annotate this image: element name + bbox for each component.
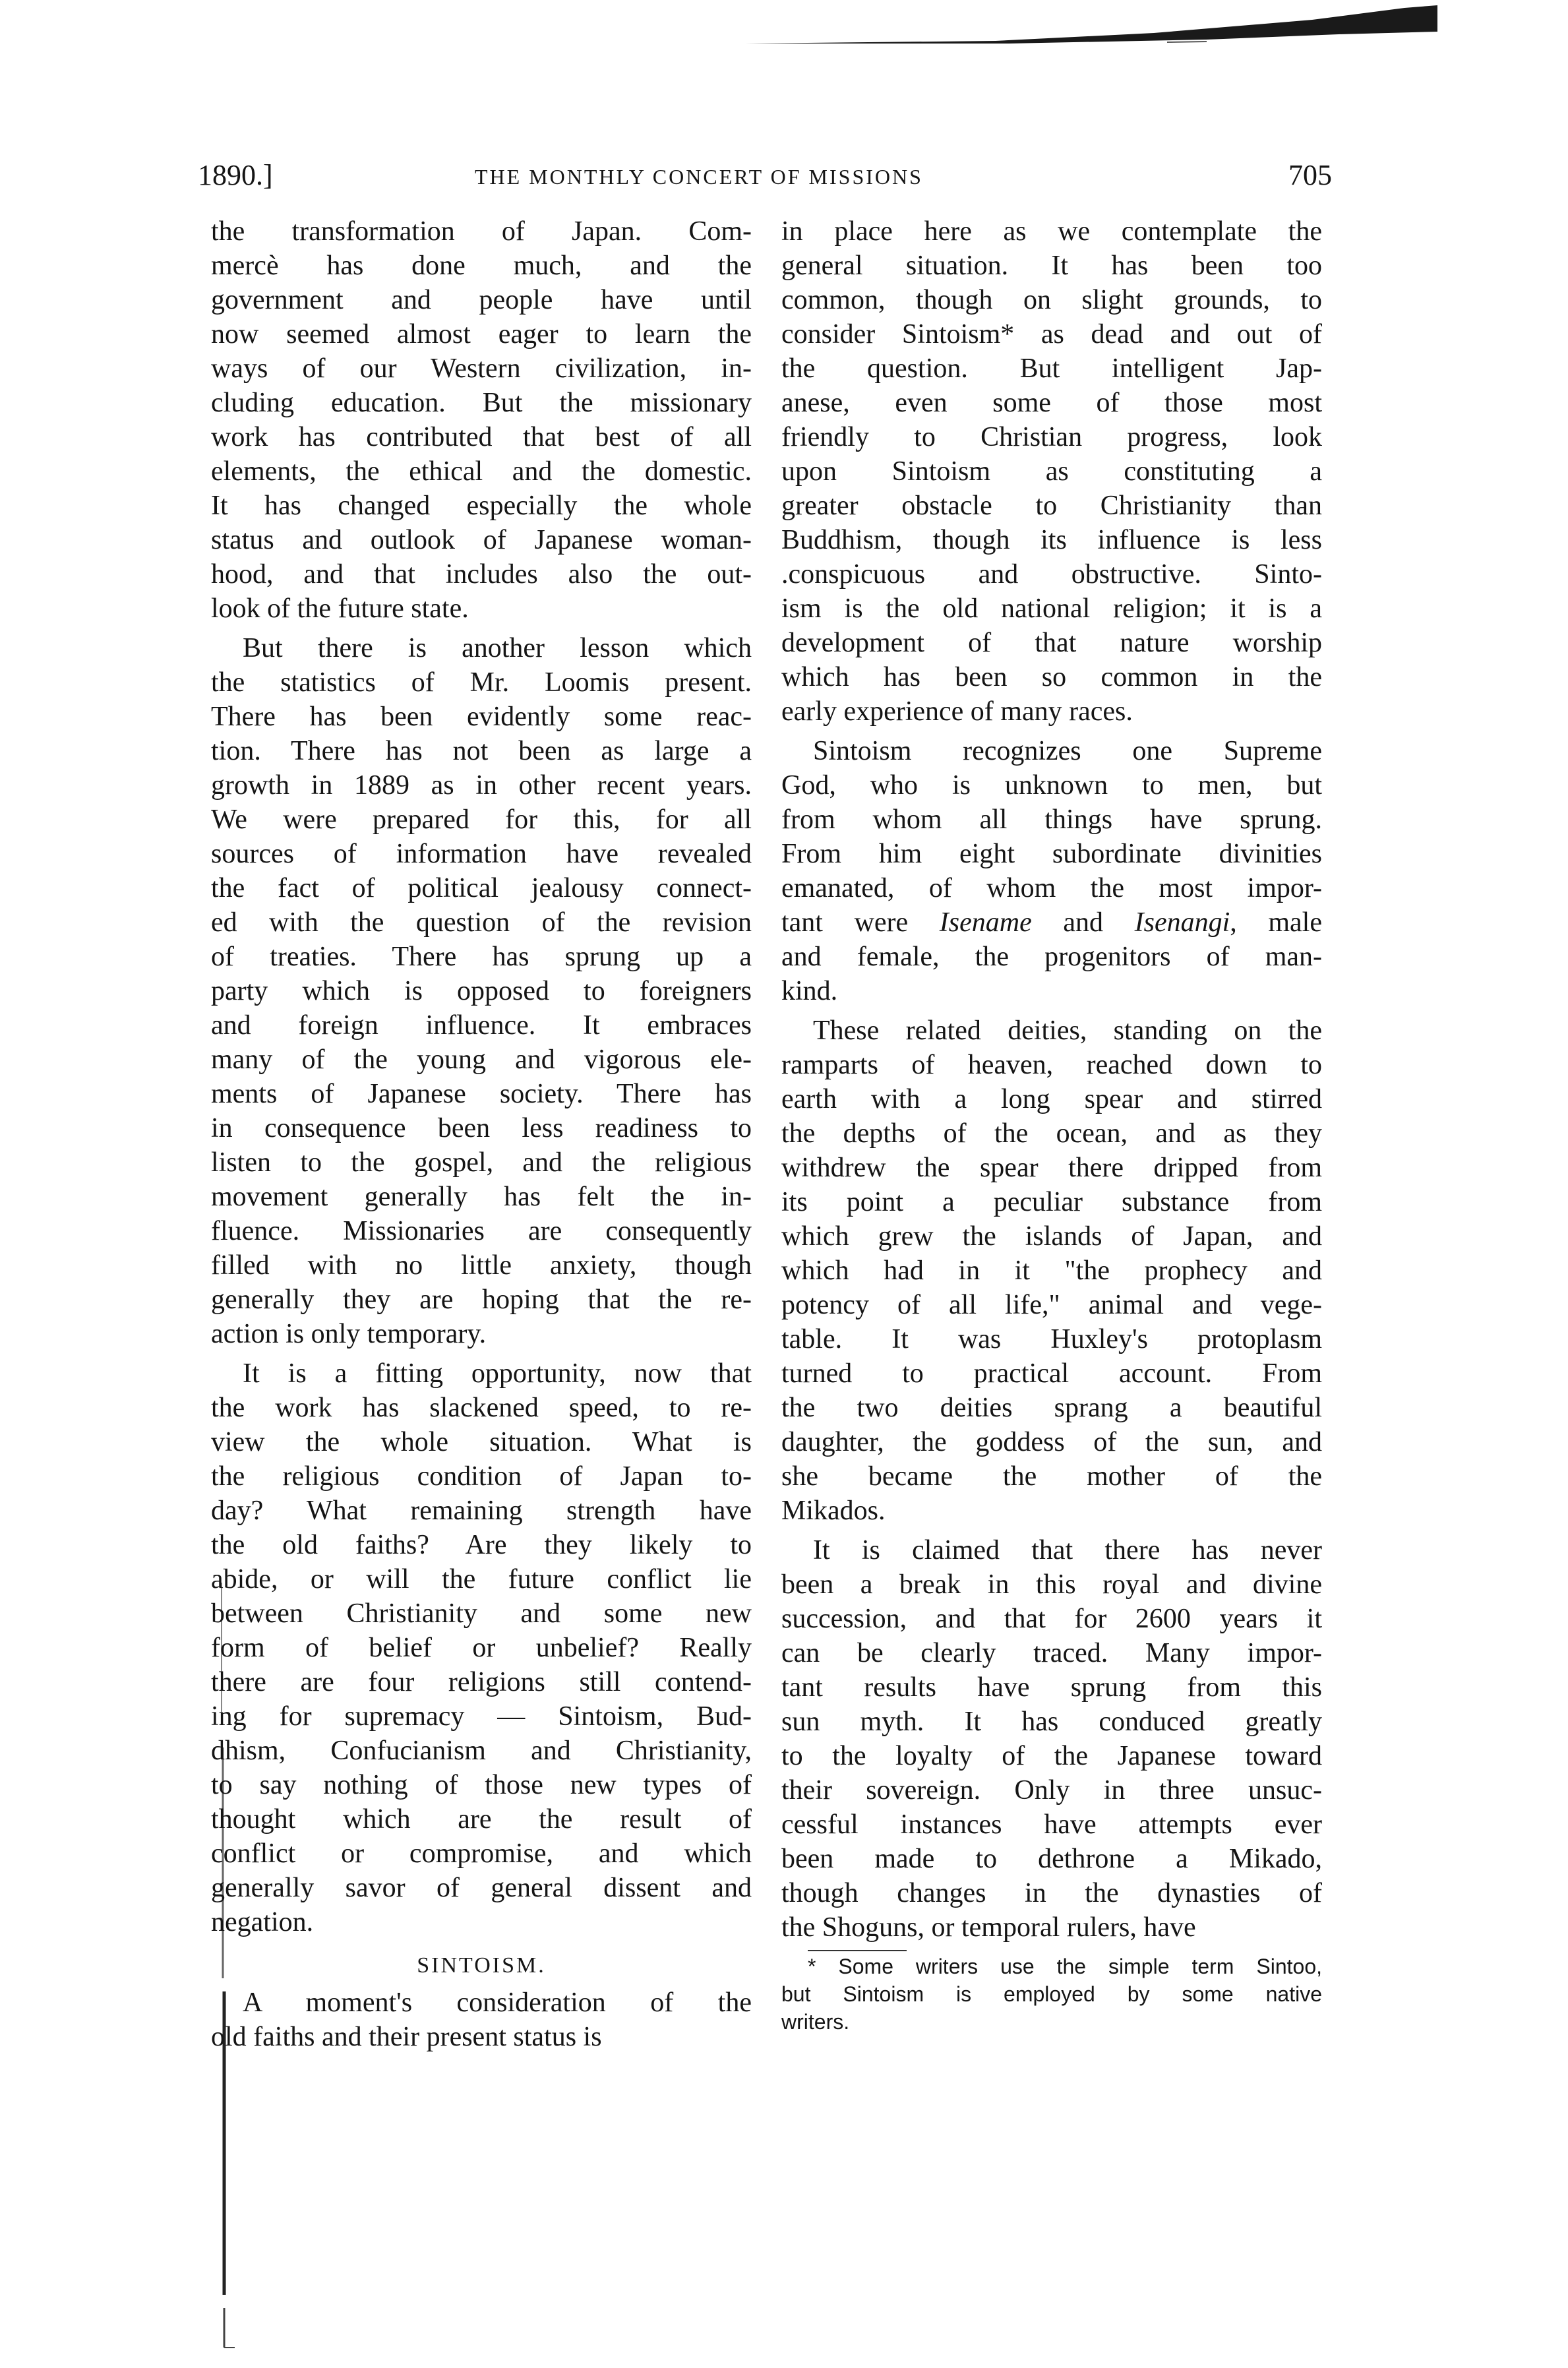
text-line: form of belief or unbelief? Really	[211, 1633, 752, 1663]
text-line: in consequence been less readiness to	[211, 1113, 752, 1143]
text-line: from whom all things have sprung.	[781, 805, 1322, 835]
text-line: which grew the islands of Japan, and	[781, 1221, 1322, 1252]
scan-artifact-top	[745, 0, 1437, 46]
header-title: THE MONTHLY CONCERT OF MISSIONS	[475, 165, 923, 189]
text-line: and female, the progenitors of man-	[781, 942, 1322, 972]
text-line: there are four religions still contend-	[211, 1667, 752, 1697]
text-line: she became the mother of the	[781, 1461, 1322, 1492]
text-line: mercè has done much, and the	[211, 251, 752, 281]
text-line: movement generally has felt the in-	[211, 1182, 752, 1212]
text-line: turned to practical account. From	[781, 1358, 1322, 1389]
text-line: A moment's consideration of the	[243, 1988, 752, 2018]
text-line: early experience of many races.	[781, 696, 1133, 727]
text-line: the Shoguns, or temporal rulers, have	[781, 1912, 1196, 1943]
paragraph	[211, 631, 752, 1351]
text-line: the question. But intelligent Jap-	[781, 353, 1322, 384]
paragraph	[211, 214, 752, 626]
text-line: ments of Japanese society. There has	[211, 1079, 752, 1109]
text-line: cessful instances have attempts ever	[781, 1809, 1322, 1840]
text-line: fluence. Missionaries are consequently	[211, 1216, 752, 1246]
text-line: between Christianity and some new	[211, 1598, 752, 1629]
text-line: negation.	[211, 1907, 314, 1937]
footnote	[781, 1953, 1322, 2036]
text-line: now seemed almost eager to learn the	[211, 319, 752, 349]
text-line: common, though on slight grounds, to	[781, 285, 1322, 315]
text-line: tant were Isename and Isenangi, male	[781, 907, 1322, 938]
text-line: From him eight subordinate divinities	[781, 839, 1322, 869]
text-line: We were prepared for this, for all	[211, 805, 752, 835]
text-line: anese, even some of those most	[781, 388, 1322, 418]
footnote-line: but Sintoism is employed by some native	[781, 1982, 1322, 2006]
text-line: generally savor of general dissent and	[211, 1873, 752, 1903]
text-line: of treaties. There has sprung up a	[211, 942, 752, 972]
text-line: can be clearly traced. Many impor-	[781, 1638, 1322, 1668]
running-header	[198, 158, 1332, 198]
text-line: ed with the question of the revision	[211, 907, 752, 938]
text-line: general situation. It has been too	[781, 251, 1322, 281]
text-line: table. It was Huxley's protoplasm	[781, 1324, 1322, 1354]
left-column	[211, 214, 752, 2059]
text-line: conflict or compromise, and which	[211, 1838, 752, 1869]
text-line: elements, the ethical and the domestic.	[211, 456, 752, 487]
right-column	[781, 214, 1322, 2036]
text-line: daughter, the goddess of the sun, and	[781, 1427, 1322, 1457]
text-line: ing for supremacy — Sintoism, Bud-	[211, 1701, 752, 1732]
text-line: action is only temporary.	[211, 1319, 487, 1349]
text-line: There has been evidently some reac-	[211, 702, 752, 732]
text-line: tant results have sprung from this	[781, 1672, 1322, 1703]
text-line: to the loyalty of the Japanese toward	[781, 1741, 1322, 1771]
text-line: withdrew the spear there dripped from	[781, 1153, 1322, 1183]
footnote-line: * Some writers use the simple term Sintoo,	[808, 1955, 1322, 1978]
text-line: development of that nature worship	[781, 628, 1322, 658]
text-line: These related deities, standing on the	[813, 1016, 1322, 1046]
text-line: though changes in the dynasties of	[781, 1878, 1322, 1908]
paragraph	[781, 1533, 1322, 1945]
text-line: friendly to Christian progress, look	[781, 422, 1322, 452]
header-year: 1890.]	[198, 159, 273, 191]
text-line: and foreign influence. It embraces	[211, 1010, 752, 1041]
text-line: to say nothing of those new types of	[211, 1770, 752, 1800]
text-line: thought which are the result of	[211, 1804, 752, 1835]
text-line: its point a peculiar substance from	[781, 1187, 1322, 1217]
text-line: hood, and that includes also the out-	[211, 559, 752, 590]
text-line: emanated, of whom the most impor-	[781, 873, 1322, 903]
text-line: government and people have until	[211, 285, 752, 315]
text-line: upon Sintoism as constituting a	[781, 456, 1322, 487]
text-line: sun myth. It has conduced greatly	[781, 1707, 1322, 1737]
text-line: growth in 1889 as in other recent years.	[211, 770, 752, 801]
text-line: many of the young and vigorous ele-	[211, 1045, 752, 1075]
text-line: Mikados.	[781, 1496, 886, 1526]
footnote-line: writers.	[781, 2010, 850, 2034]
text-line: abide, or will the future conflict lie	[211, 1564, 752, 1594]
text-line: look of the future state.	[211, 593, 469, 624]
section-heading: SINTOISM.	[417, 1953, 546, 1978]
text-line: Sintoism recognizes one Supreme	[813, 736, 1322, 766]
text-line: But there is another lesson which	[243, 633, 752, 663]
text-line: which has been so common in the	[781, 662, 1322, 692]
paragraph	[781, 214, 1322, 729]
text-line: potency of all life," animal and vege-	[781, 1290, 1322, 1320]
text-line: the statistics of Mr. Loomis present.	[211, 667, 752, 698]
text-line: dhism, Confucianism and Christianity,	[211, 1736, 752, 1766]
text-line: earth with a long spear and stirred	[781, 1084, 1322, 1114]
text-line: sources of information have revealed	[211, 839, 752, 869]
text-line: the religious condition of Japan to-	[211, 1461, 752, 1492]
text-line: consider Sintoism* as dead and out of	[781, 319, 1322, 349]
text-line: cluding education. But the missionary	[211, 388, 752, 418]
text-line: status and outlook of Japanese woman-	[211, 525, 752, 555]
binding-shadow	[0, 0, 237, 2368]
page-number: 705	[1288, 159, 1332, 191]
text-line: It is claimed that there has never	[813, 1535, 1322, 1565]
text-line: generally they are hoping that the re-	[211, 1285, 752, 1315]
text-line: work has contributed that best of all	[211, 422, 752, 452]
text-line: filled with no little anxiety, though	[211, 1250, 752, 1281]
text-line: the old faiths? Are they likely to	[211, 1530, 752, 1560]
text-line: the depths of the ocean, and as they	[781, 1118, 1322, 1149]
text-line: day? What remaining strength have	[211, 1496, 752, 1526]
text-line: greater obstacle to Christianity than	[781, 491, 1322, 521]
text-line: ism is the old national religion; it is a	[781, 593, 1322, 624]
text-line: the fact of political jealousy connect-	[211, 873, 752, 903]
text-line: the work has slackened speed, to re-	[211, 1393, 752, 1423]
text-line: their sovereign. Only in three unsuc-	[781, 1775, 1322, 1806]
text-line: party which is opposed to foreigners	[211, 976, 752, 1006]
text-line: succession, and that for 2600 years it	[781, 1604, 1322, 1634]
text-line: It is a fitting opportunity, now that	[243, 1358, 752, 1389]
text-line: been made to dethrone a Mikado,	[781, 1844, 1322, 1874]
text-line: kind.	[781, 976, 838, 1006]
text-line: It has changed especially the whole	[211, 491, 752, 521]
text-line: in place here as we contemplate the	[781, 216, 1322, 247]
text-line: .conspicuous and obstructive. Sinto-	[781, 559, 1322, 590]
paragraph	[211, 1986, 752, 2054]
paragraph	[781, 1014, 1322, 1528]
paragraph	[211, 1356, 752, 1939]
text-line: been a break in this royal and divine	[781, 1569, 1322, 1600]
text-line: view the whole situation. What is	[211, 1427, 752, 1457]
text-line: the two deities sprang a beautiful	[781, 1393, 1322, 1423]
text-line: the transformation of Japan. Com-	[211, 216, 752, 247]
text-line: ramparts of heaven, reached down to	[781, 1050, 1322, 1080]
text-line: ways of our Western civilization, in-	[211, 353, 752, 384]
text-line: tion. There has not been as large a	[211, 736, 752, 766]
paragraph	[781, 734, 1322, 1008]
text-line: Buddhism, though its influence is less	[781, 525, 1322, 555]
text-line: God, who is unknown to men, but	[781, 770, 1322, 801]
text-line: listen to the gospel, and the religious	[211, 1147, 752, 1178]
text-line: which had in it "the prophecy and	[781, 1256, 1322, 1286]
footnote-rule	[808, 1950, 907, 1951]
text-line: old faiths and their present status is	[211, 2022, 602, 2052]
